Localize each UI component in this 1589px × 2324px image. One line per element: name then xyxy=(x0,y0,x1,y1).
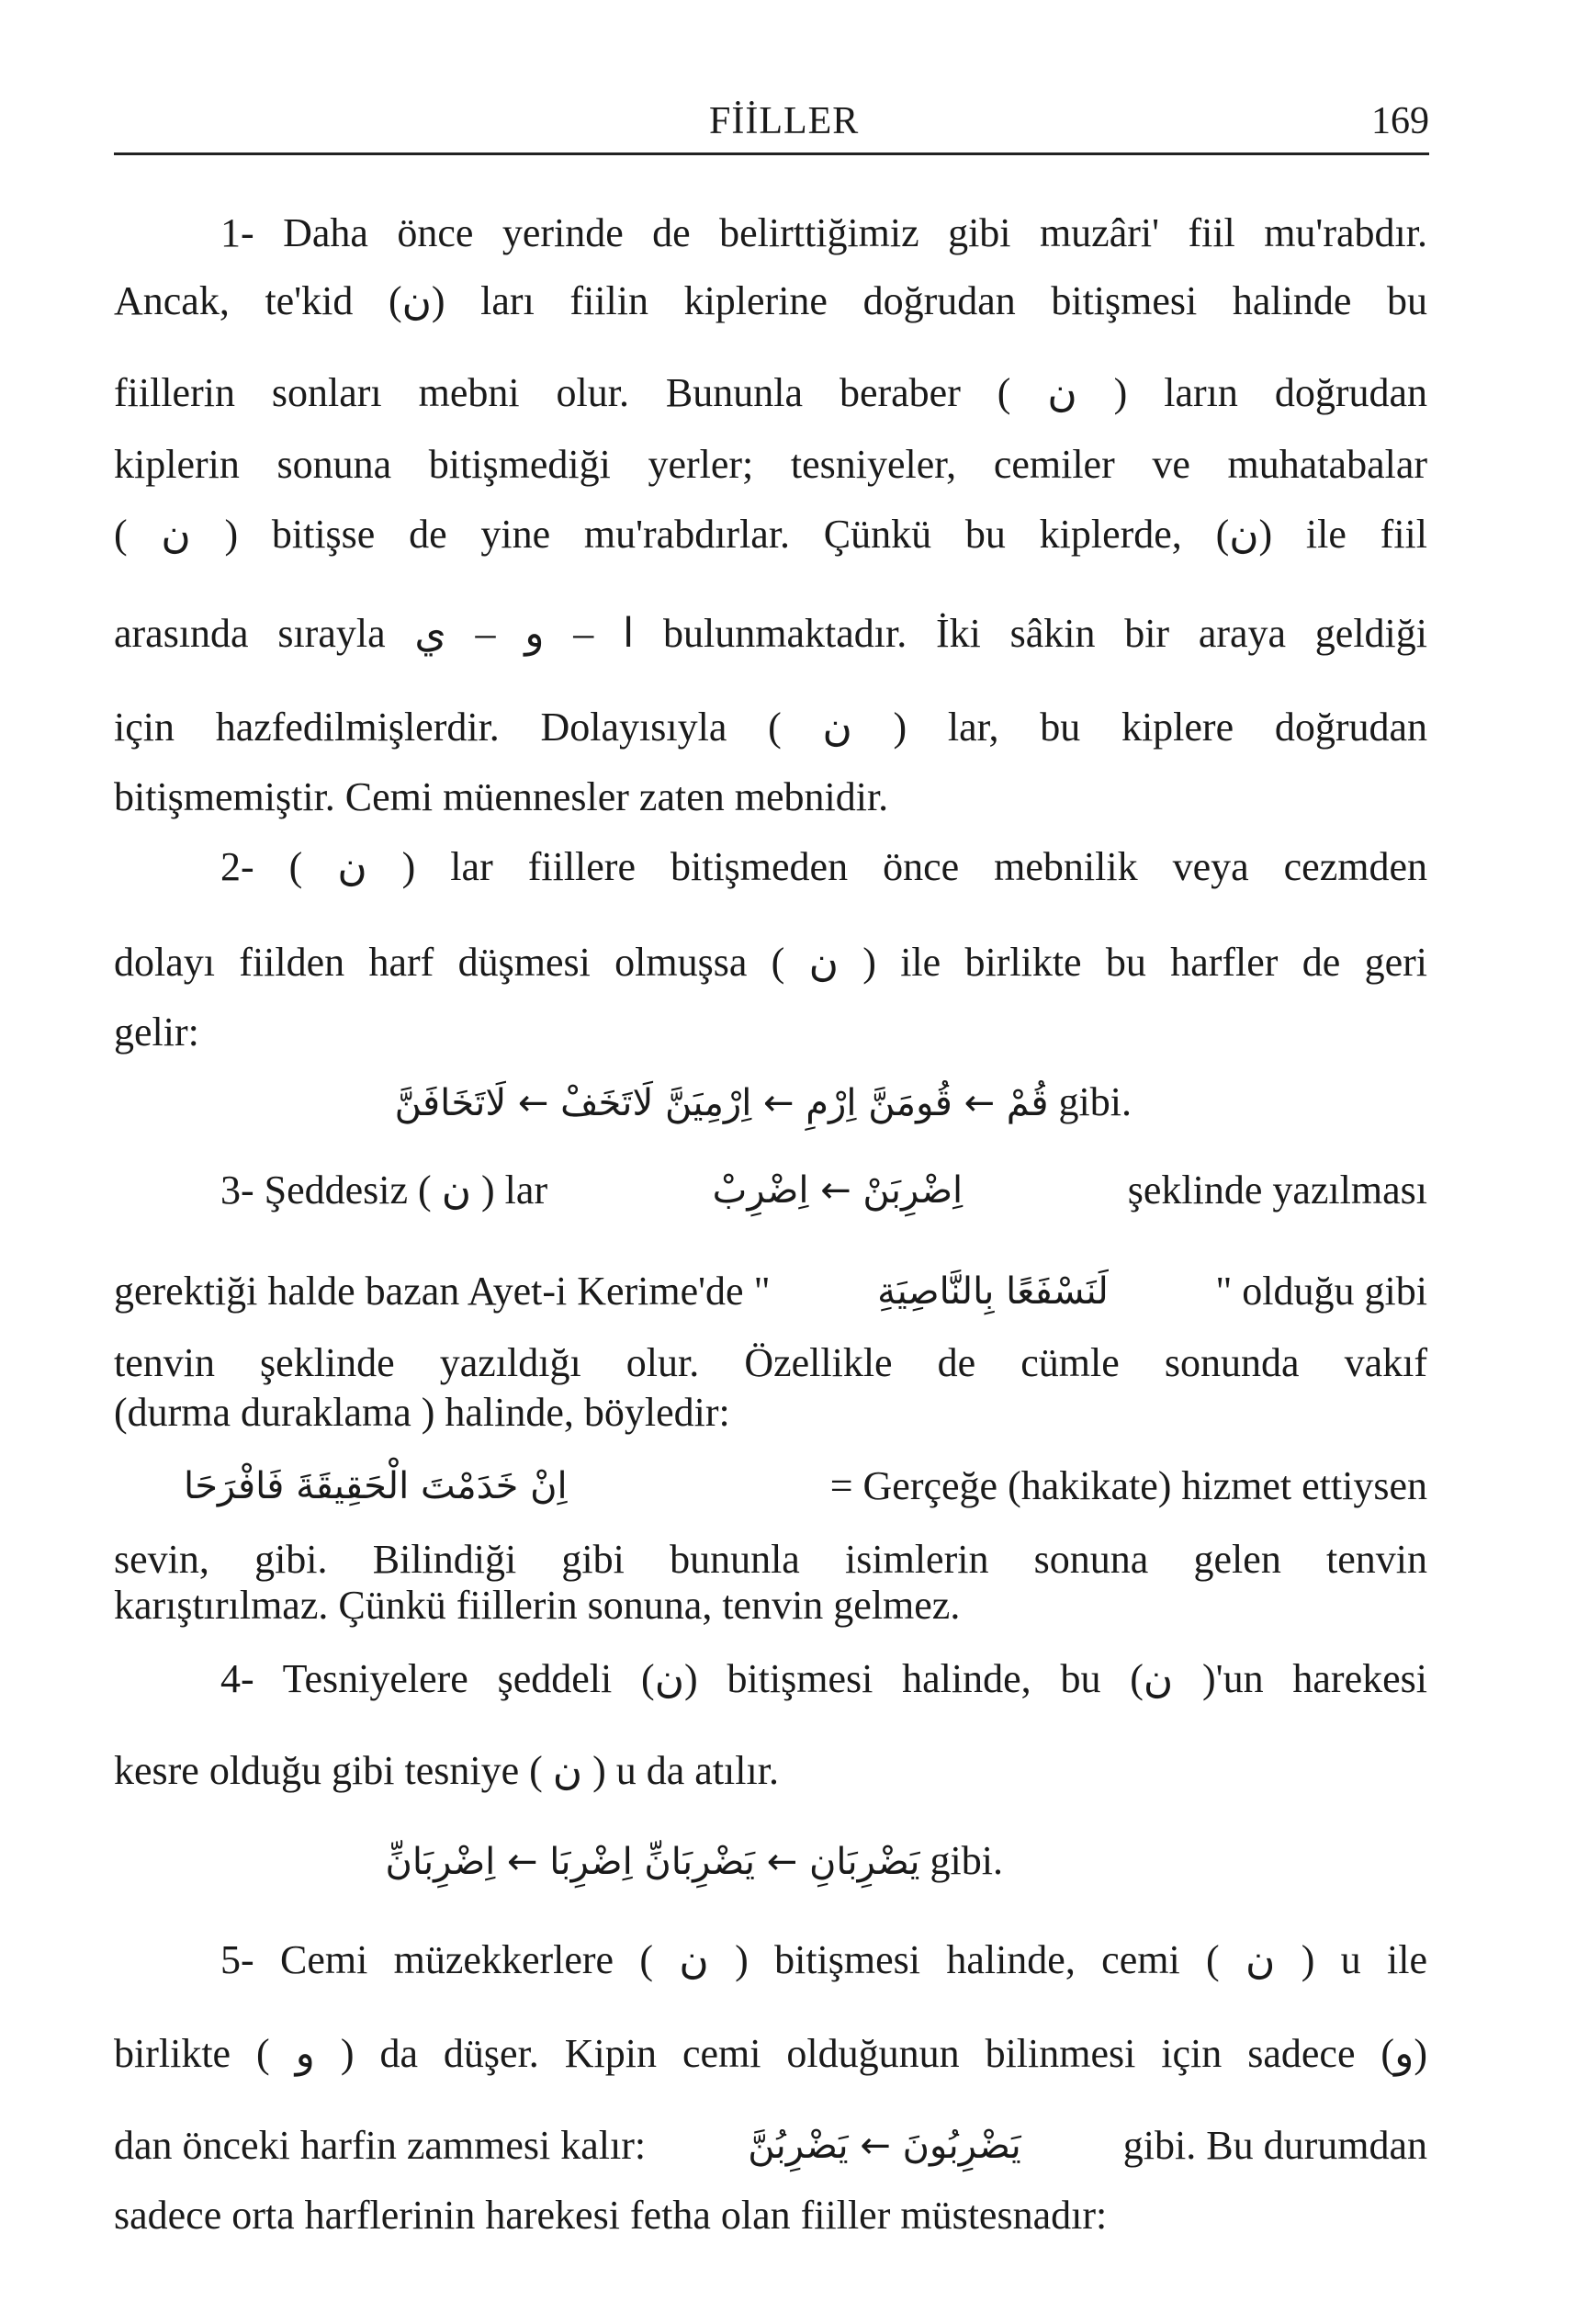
text-segment: gerektiği halde bazan Ayet-i Kerime'de " xyxy=(114,1269,771,1314)
text-line: birlikte ( و ) da düşer. Kipin cemi olduğunun bilinmesi için sadece (و) xyxy=(114,2031,1427,2076)
text-line: 5- Cemi müzekkerlere ( ن ) bitişmesi halinde, cemi ( ن ) u ile xyxy=(220,1937,1428,1982)
text-line: kiplerin sonuna bitişmediği yerler; tesniyeler, cemiler ve muhatabalar xyxy=(114,442,1427,487)
arabic-inline: اِضْرِبَنْ ← اِضْرِبْ xyxy=(712,1169,964,1212)
text-line: sevin, gibi. Bilindiği gibi bununla isimlerin sonuna gelen tenvin xyxy=(114,1537,1427,1582)
text-line: 4- Tesniyelere şeddeli (ن) bitişmesi halinde, bu (ن )'un harekesi xyxy=(220,1656,1427,1701)
text-line: 2- ( ن ) lar fiillere bitişmeden önce mebnilik veya cezmden xyxy=(220,844,1427,889)
text-line: dolayı fiilden harf düşmesi olmuşsa ( ن ) ile birlikte bu harfler de geri xyxy=(114,940,1427,985)
text-line xyxy=(114,1268,1427,1315)
text-segment: dan önceki harfin zammesi kalır: xyxy=(114,2123,647,2168)
text-segment: " olduğu gibi xyxy=(1215,1269,1427,1314)
text-line: Ancak, te'kid (ن) ları fiilin kiplerine doğrudan bitişmesi halinde bu xyxy=(114,278,1427,323)
text-segment: 3- Şeddesiz ( ن ) lar xyxy=(220,1168,548,1213)
text-line xyxy=(220,1167,1427,1214)
arabic-inline: اِنْ خَدَمْتَ الْحَقِيقَةَ فَافْرَحَا xyxy=(184,1465,568,1507)
arabic-example-text: يَضْرِبَانِ ← يَضْرِبَانِّ اِضْرِبَا ← اِضْرِبَانِّ xyxy=(385,1841,920,1883)
text-line: ( ن ) bitişse de yine mu'rabdırlar. Çünkü bu kiplerde, (ن) ile fiil xyxy=(114,512,1427,557)
text-line: karıştırılmaz. Çünkü fiillerin sonuna, tenvin gelmez. xyxy=(114,1583,961,1628)
text-line: bitişmemiştir. Cemi müennesler zaten mebnidir. xyxy=(114,774,889,819)
running-title: FİİLLER xyxy=(709,100,860,142)
arabic-example-4 xyxy=(213,1833,1003,1889)
text-line: sadece orta harflerinin harekesi fetha olan fiiller müstesnadır: xyxy=(114,2193,1108,2238)
text-segment: gibi. Bu durumdan xyxy=(1122,2123,1427,2168)
arabic-inline: لَنَسْفَعًا بِالنَّاصِيَةِ xyxy=(877,1270,1109,1313)
arabic-inline: يَضْرِبُونَ ← يَضْرِبُنَّ xyxy=(748,2125,1021,2167)
text-line: fiillerin sonları mebni olur. Bununla beraber ( ن ) ların doğrudan xyxy=(114,370,1427,415)
text-segment: şeklinde yazılması xyxy=(1127,1168,1427,1213)
arabic-example-2 xyxy=(213,1075,1132,1130)
text-line: 1- Daha önce yerinde de belirttiğimiz gibi muzâri' fiil mu'rabdır. xyxy=(220,210,1427,255)
example-suffix: gibi. xyxy=(1058,1079,1132,1124)
text-segment: = Gerçeğe (hakikate) hizmet ettiysen xyxy=(829,1463,1427,1508)
page-number: 169 xyxy=(1371,100,1429,142)
text-line: (durma duraklama ) halinde, böyledir: xyxy=(114,1390,730,1435)
page-header xyxy=(114,99,1429,154)
text-line: arasında sırayla ا – و – ي bulunmaktadır. İki sâkin bir araya geldiği xyxy=(114,611,1428,656)
example-suffix: gibi. xyxy=(930,1838,1003,1883)
arabic-example-text: قُمْ ← قُومَنَّ اِرْمِ ← اِرْمِيَنَّ لَاتَخَفْ ← لَاتَخَافَنَّ xyxy=(394,1082,1049,1124)
header-rule xyxy=(114,152,1429,155)
text-line xyxy=(114,2122,1427,2170)
text-line xyxy=(184,1462,1427,1510)
text-line: gelir: xyxy=(114,1010,199,1055)
text-line: kesre olduğu gibi tesniye ( ن ) u da atılır. xyxy=(114,1748,779,1793)
text-line: tenvin şeklinde yazıldığı olur. Özellikle de cümle sonunda vakıf xyxy=(114,1340,1427,1385)
text-line: için hazfedilmişlerdir. Dolayısıyla ( ن ) lar, bu kiplere doğrudan xyxy=(114,705,1427,750)
